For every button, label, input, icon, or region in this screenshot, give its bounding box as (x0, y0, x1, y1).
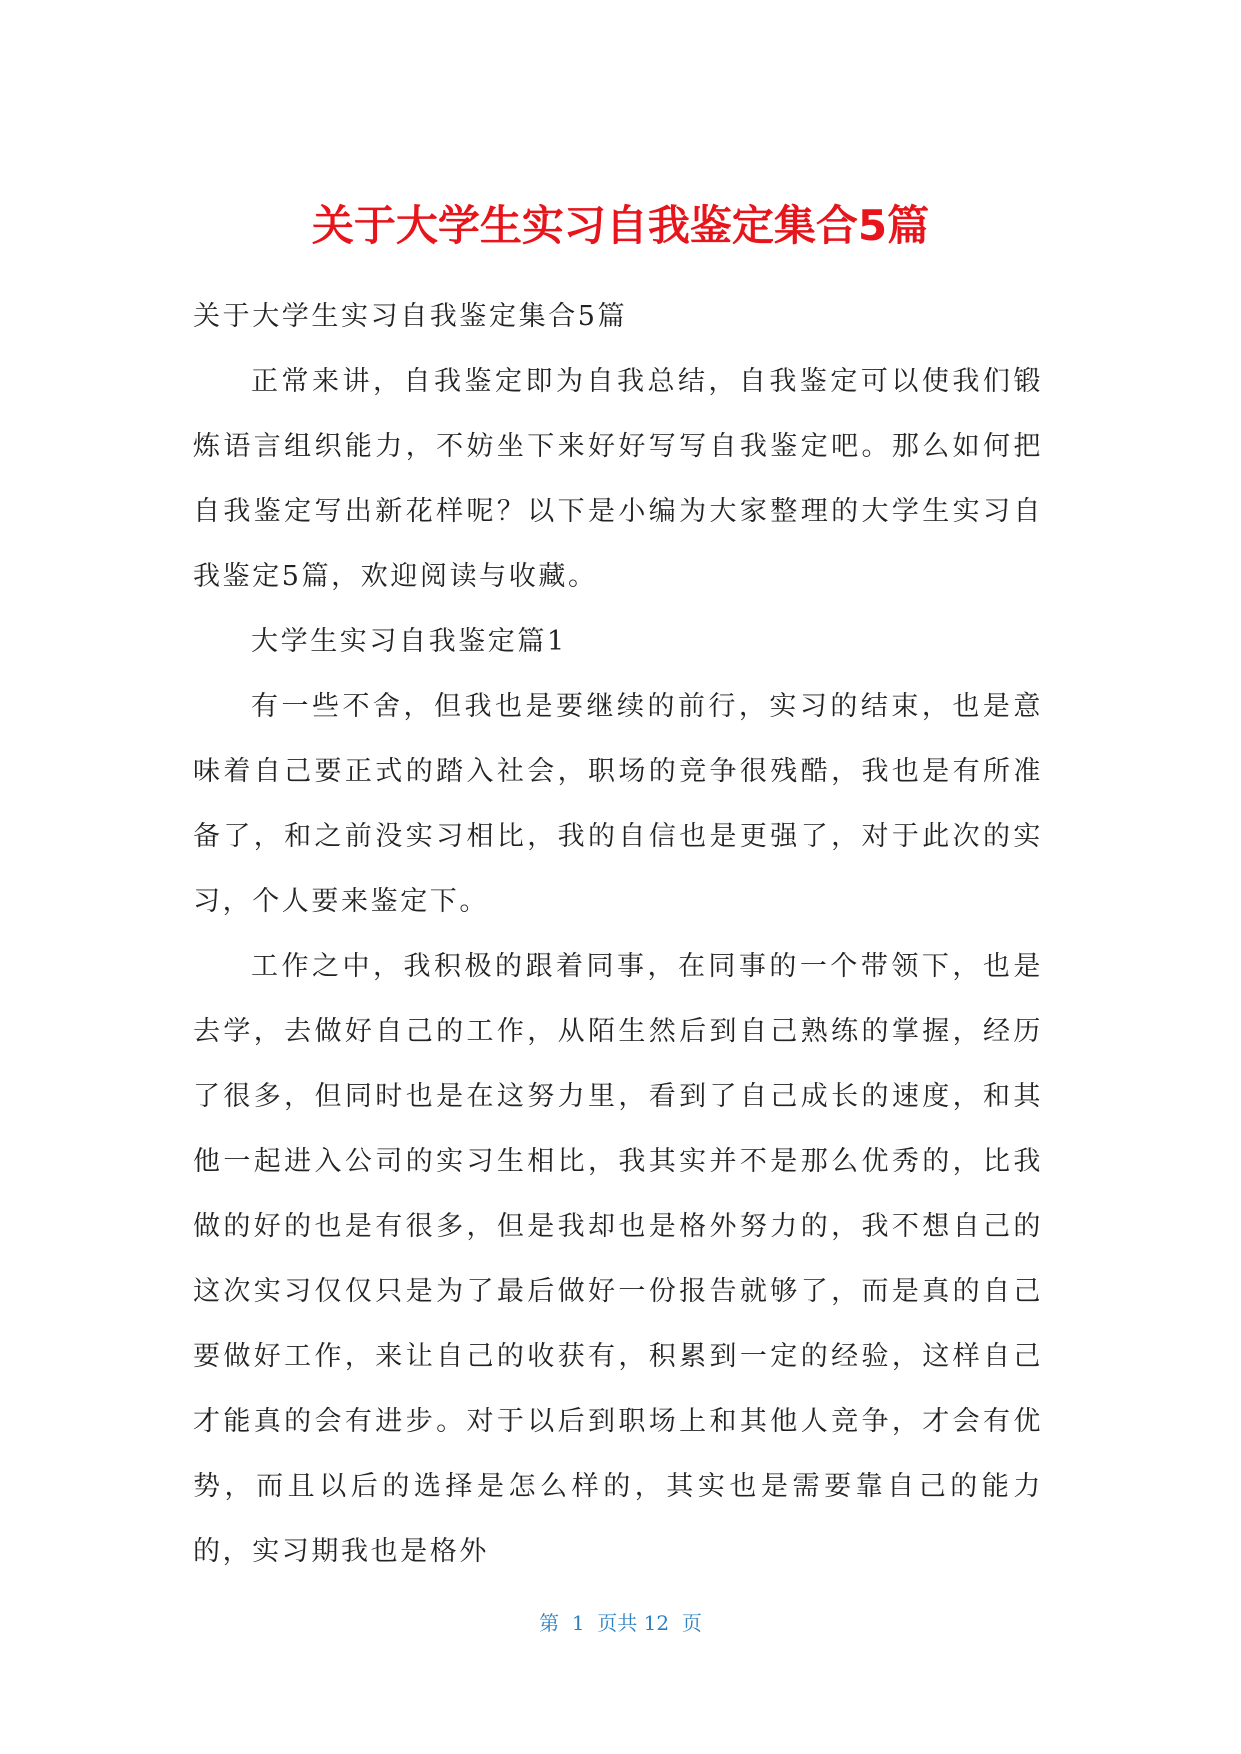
paragraph-intro: 正常来讲，自我鉴定即为自我总结，自我鉴定可以使我们锻炼语言组织能力，不妨坐下来好好写写自我鉴定吧。那么如何把自我鉴定写出新花样呢？以下是小编为大家整理的大学生实习自我鉴定5篇，欢迎阅读与收藏。 (193, 366, 1043, 592)
section-heading: 大学生实习自我鉴定篇1 (251, 626, 567, 657)
paragraph-subtitle: 关于大学生实习自我鉴定集合5篇 (193, 301, 628, 332)
document-body (193, 284, 1043, 1584)
page-number-footer: 第 1 页共 12 页 (539, 1611, 702, 1635)
paragraph-body: 有一些不舍，但我也是要继续的前行，实习的结束，也是意味着自己要正式的踏入社会，职场的竞争很残酷，我也是有所准备了，和之前没实习相比，我的自信也是更强了，对于此次的实习，个人要来鉴定下。 (193, 691, 1043, 917)
paragraph-body: 工作之中，我积极的跟着同事，在同事的一个带领下，也是去学，去做好自己的工作，从陌生然后到自己熟练的掌握，经历了很多，但同时也是在这努力里，看到了自己成长的速度，和其他一起进入公司的实习生相比，我其实并不是那么优秀的，比我做的好的也是有很多，但是我却也是格外努力的，我不想自己的这次实习仅仅只是为了最后做好一份报告就够了，而是真的自己要做好工作，来让自己的收获有，积累到一定的经验，这样自己才能真的会有进步。对于以后到职场上和其他人竞争，才会有优势，而且以后的选择是怎么样的，其实也是需要靠自己的能力的，实习期我也是格外 (193, 951, 1043, 1567)
document-title: 关于大学生实习自我鉴定集合5篇 (311, 201, 930, 250)
